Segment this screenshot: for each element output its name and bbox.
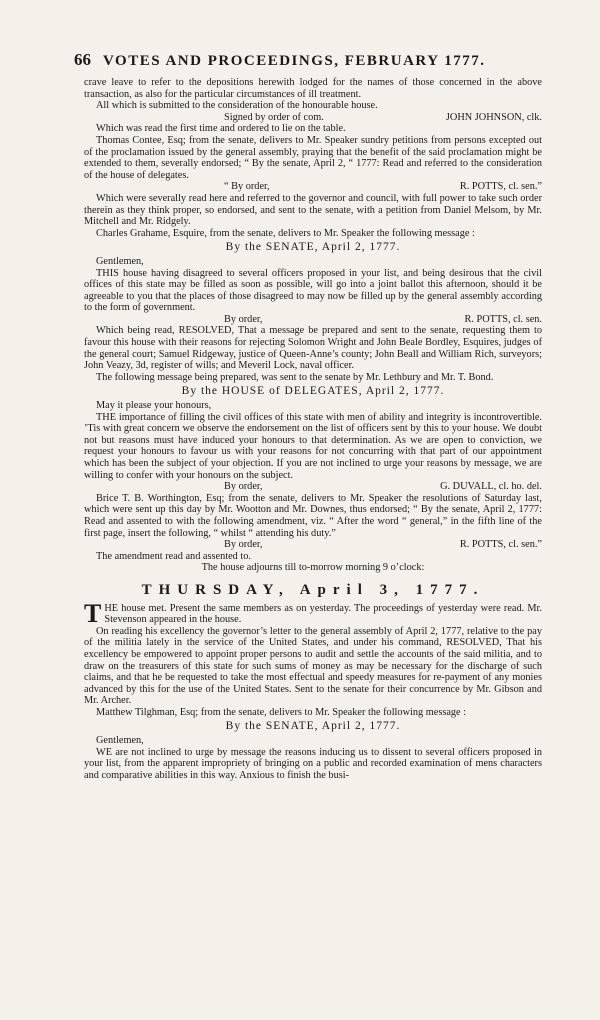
paragraph: Which were severally read here and referred to the governor and council, with full power to take such order therein as they think proper, so endorsed, and sent to the senate, with a petition from Daniel Melsom, by Mr. Mitchell and Mr. Ridgely. xyxy=(84,192,542,228)
signature-line xyxy=(84,112,542,124)
signer: R. POTTS, cl. sen. xyxy=(464,313,542,325)
message-heading: By the SENATE, April 2, 1777. xyxy=(225,720,401,733)
signer: R. POTTS, cl. sen.” xyxy=(459,181,542,193)
message-body: THIS house having disagreed to several officers proposed in your list, and being desirous that the civil offices of this state may be filled as soon as possible, will go into a joint ballot this afternoon, should it be agreeable to you that the places of those disagreed to may now be filled up by the general assembly according to the form of government. xyxy=(84,267,542,314)
paragraph: Charles Grahame, Esquire, from the senate, delivers to Mr. Speaker the following message : xyxy=(96,227,475,239)
message-body: WE are not inclined to urge by message the reasons inducing us to dissent to several officers proposed in your list, from the apparent impropriety of bringing on a public and recorded examination of mens characters and comparative abilities in this way. Anxious to finish the busi- xyxy=(84,746,542,781)
paragraph: Brice T. B. Worthington, Esq; from the senate, delivers to Mr. Speaker the resolutions of Saturday last, which were sent up this day by Mr. Wootton and Mr. Downes, thus endorsed; “ By the senate, April 2, 1777: Read and assented to with the following amendment, viz. “ After the word “ general,” in the fifth line of the first page, insert the following, “ whilst “ attending his duty.” xyxy=(84,492,542,539)
by-order: “ By order, xyxy=(224,181,270,193)
signed-by: Signed by order of com. xyxy=(224,111,324,123)
paragraph: Which being read, RESOLVED, That a message be prepared and sent to the senate, requesting them to favour this house with their reasons for rejecting Solomon Wright and John Beale Bordley, Esquires, judges of the general court; Samuel Ridgeway, justice of Queen-Anne’s county; John Beall and William Rich, surveyors; John Veazy, 3d, register of wills; and Meveril Lock, naval officer. xyxy=(84,325,542,372)
by-order: By order, xyxy=(224,539,263,551)
paragraph: On reading his excellency the governor’s letter to the general assembly of April 2, 1777, relative to the pay of the militia lately in the service of the United States, and under his command, RESOLVED, That his excellency be empowered to appoint proper persons to audit and settle the accounts of the said militia, and to draw on the treasurers of this state for such sums of money as may be necessary for the discharge of such claims, and that he be requested to take the most effectual and speedy measures for re-payment of any monies advanced by this for the use of the United States. Sent to the senate for their concurrence by Mr. Gibson and Mr. Archer. xyxy=(84,625,542,707)
page-body xyxy=(84,77,542,781)
signer: JOHN JOHNSON, clk. xyxy=(445,111,542,123)
paragraph: The following message being prepared, was sent to the senate by Mr. Lethbury and Mr. T. Bond. xyxy=(96,371,494,383)
message-body: THE importance of filling the civil offices of this state with men of ability and integrity is incontrovertible. ’Tis with great concern we observe the endorsement on the list of officers sent by this to your house. We doubt not but reasons must have induced your honours to that determination. As we are open to conviction, we request your honours to favour us with your reasons for not concurring with that part of our appointment which has been the subject of your objection. If you are not inclined to urge your reasons by message, we are willing to confer with your honours on the subject. xyxy=(84,411,542,481)
paragraph: Which was read the first time and ordered to lie on the table. xyxy=(96,123,346,135)
message-heading: By the SENATE, April 2, 1777. xyxy=(225,241,401,254)
signature-line xyxy=(84,539,542,551)
paragraph: The amendment read and assented to. xyxy=(96,550,251,562)
adjournment: The house adjourns till to-morrow morning 9 o’clock: xyxy=(201,562,425,574)
running-head: VOTES AND PROCEEDINGS, FEBRUARY 1777. xyxy=(103,53,486,69)
paragraph: Thomas Contee, Esq; from the senate, delivers to Mr. Speaker sundry petitions from persons excepted out of the proclamation issued by the general assembly, praying that the benefit of the said proclamation might be extended to them, severally endorsed; “ By the senate, April 2, “ 1777: Read and referred to the consideration of the house of delegates. xyxy=(84,134,542,181)
paragraph: crave leave to refer to the depositions herewith lodged for the names of those concerned in the above transaction, as also for the particular circumstances of ill treatment. xyxy=(84,77,542,100)
signature-line xyxy=(84,314,542,326)
day-heading: THURSDAY, April 3, 1777. xyxy=(141,581,485,598)
by-order: By order, xyxy=(224,313,263,325)
salutation: May it please your honours, xyxy=(96,400,212,412)
signature-line xyxy=(84,481,542,493)
salutation: Gentlemen, xyxy=(96,735,144,747)
salutation: Gentlemen, xyxy=(96,255,144,267)
message-heading: By the HOUSE of DELEGATES, April 2, 1777. xyxy=(181,385,445,398)
paragraph-text: HE house met. Present the same members as on yesterday. The proceedings of yesterday were read. Mr. Stevenson appeared in the house. xyxy=(104,602,542,626)
page-header xyxy=(74,50,544,72)
signer: G. DUVALL, cl. ho. del. xyxy=(440,481,542,493)
paragraph xyxy=(84,598,542,628)
paragraph: All which is submitted to the consideration of the honourable house. xyxy=(96,100,378,112)
signature-line xyxy=(84,181,542,193)
page-number: 66 xyxy=(74,50,91,69)
paragraph: Matthew Tilghman, Esq; from the senate, delivers to Mr. Speaker the following message : xyxy=(96,706,467,718)
signer: R. POTTS, cl. sen.” xyxy=(459,539,542,551)
drop-cap: T xyxy=(84,598,102,628)
by-order: By order, xyxy=(224,481,263,493)
